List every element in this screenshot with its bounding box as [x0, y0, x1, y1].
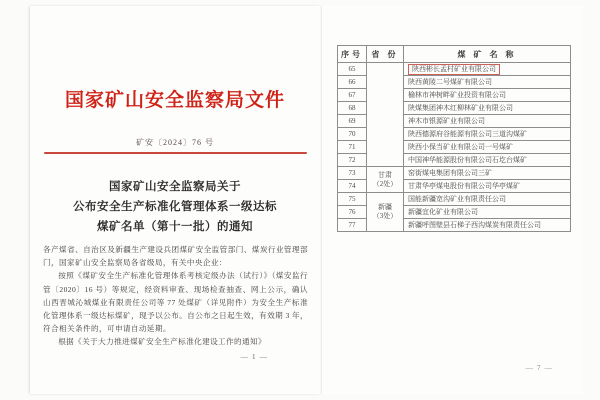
header-serial-number: 序号	[338, 46, 367, 63]
mine-name: 陕西德源府谷能源有限公司三道沟煤矿	[404, 128, 571, 141]
mine-name: 陕煤集团神木红柳林矿业有限公司	[404, 102, 571, 115]
table-row: 74 甘肃华亭煤电股份有限公司华亭煤矿	[338, 180, 571, 193]
mine-name: 陕西黄陵二号煤矿有限公司	[404, 76, 571, 89]
mine-name: 中国神华能源股份有限公司石圪台煤矿	[404, 154, 571, 167]
province-cell-continued	[367, 63, 404, 167]
table-row: 73 甘肃 （2处） 窑街煤电集团有限公司三矿	[338, 167, 571, 180]
table-row: 77 新疆呼图壁县石梯子西沟煤炭有限责任公司	[338, 219, 571, 232]
mine-name: 榆林市神树畔矿业投资有限公司	[404, 89, 571, 102]
province-cell-gansu: 甘肃 （2处）	[367, 167, 404, 193]
title-line-1: 国家矿山安全监察局关于	[109, 181, 241, 193]
mine-name: 新疆呼图壁县石梯子西沟煤炭有限责任公司	[404, 219, 571, 232]
table-row: 70 陕西德源府谷能源有限公司三道沟煤矿	[338, 128, 571, 141]
mine-name: 国能新疆宽沟矿业有限责任公司	[404, 193, 571, 206]
title-line-2: 公布安全生产标准化管理体系一级达标	[73, 201, 277, 213]
document-title	[40, 177, 310, 237]
mine-name: 神木市银源矿业有限公司	[404, 115, 571, 128]
highlight-box	[408, 64, 500, 75]
document-number: 矿安〔2024〕76 号	[136, 138, 214, 147]
table-row: 72 中国神华能源股份有限公司石圪台煤矿	[338, 154, 571, 167]
table-row: 69 神木市银源矿业有限公司	[338, 115, 571, 128]
body-paragraph-main: 按照《煤矿安全生产标准化管理体系考核定级办法（试行）》（煤安监行管〔2020〕16 号）等规定，经资料审查、现场检查抽查、网上公示，确认山西晋城沁城煤业有限责任公司等 77 处煤矿（详见附件）为安全生产标准化管理体系一级达标煤矿，现予以公布。自公布之日起生效，有效期 3 年，符合相关条件的，可申请自动延期。	[43, 271, 308, 334]
mine-list-table	[337, 45, 571, 232]
mine-name: 新疆宜化矿业有限公司	[404, 206, 571, 219]
table-row: 75 新疆 （3处） 国能新疆宽沟矿业有限责任公司	[338, 193, 571, 206]
header-province: 省 份	[367, 46, 404, 63]
table-row: 67 榆林市神树畔矿业投资有限公司	[338, 89, 571, 102]
body-paragraph-salutation: 各产煤省、自治区及新疆生产建设兵团煤矿安全监管部门、煤炭行业管理部门，国家矿山安全监察局各省级局，有关中央企业：	[43, 245, 308, 268]
table-row: 68 陕煤集团神木红柳林矿业有限公司	[338, 102, 571, 115]
table-row: 66 陕西黄陵二号煤矿有限公司	[338, 76, 571, 89]
mine-name: 陕西彬长孟村矿业有限公司	[412, 64, 496, 73]
document-page-7	[321, 6, 583, 394]
page-number-1: — 1 —	[240, 352, 268, 361]
body-paragraph-closing: 根据《关于大力推进煤矿安全生产标准化建设工作的通知》	[58, 337, 267, 347]
table-row: 65 陕西彬长孟村矿业有限公司	[338, 63, 571, 76]
mine-name: 窑街煤电集团有限公司三矿	[404, 167, 571, 180]
red-divider-rule	[44, 152, 307, 154]
table-row: 76 新疆宜化矿业有限公司	[338, 206, 571, 219]
table-row: 71 陕西小保当矿业有限公司一号煤矿	[338, 141, 571, 154]
page-number-7: — 7 —	[525, 363, 553, 372]
agency-masthead: 国家矿山安全监察局文件	[64, 90, 285, 111]
document-page-1	[30, 6, 320, 394]
title-line-3: 煤矿名单（第十一批）的通知	[97, 221, 253, 233]
table-header-row	[338, 46, 571, 63]
province-cell-xinjiang: 新疆 （3处）	[367, 193, 404, 232]
document-body	[43, 243, 308, 349]
header-mine-name: 煤 矿 名 称	[404, 46, 571, 63]
mine-name: 甘肃华亭煤电股份有限公司华亭煤矿	[404, 180, 571, 193]
mine-name: 陕西小保当矿业有限公司一号煤矿	[404, 141, 571, 154]
